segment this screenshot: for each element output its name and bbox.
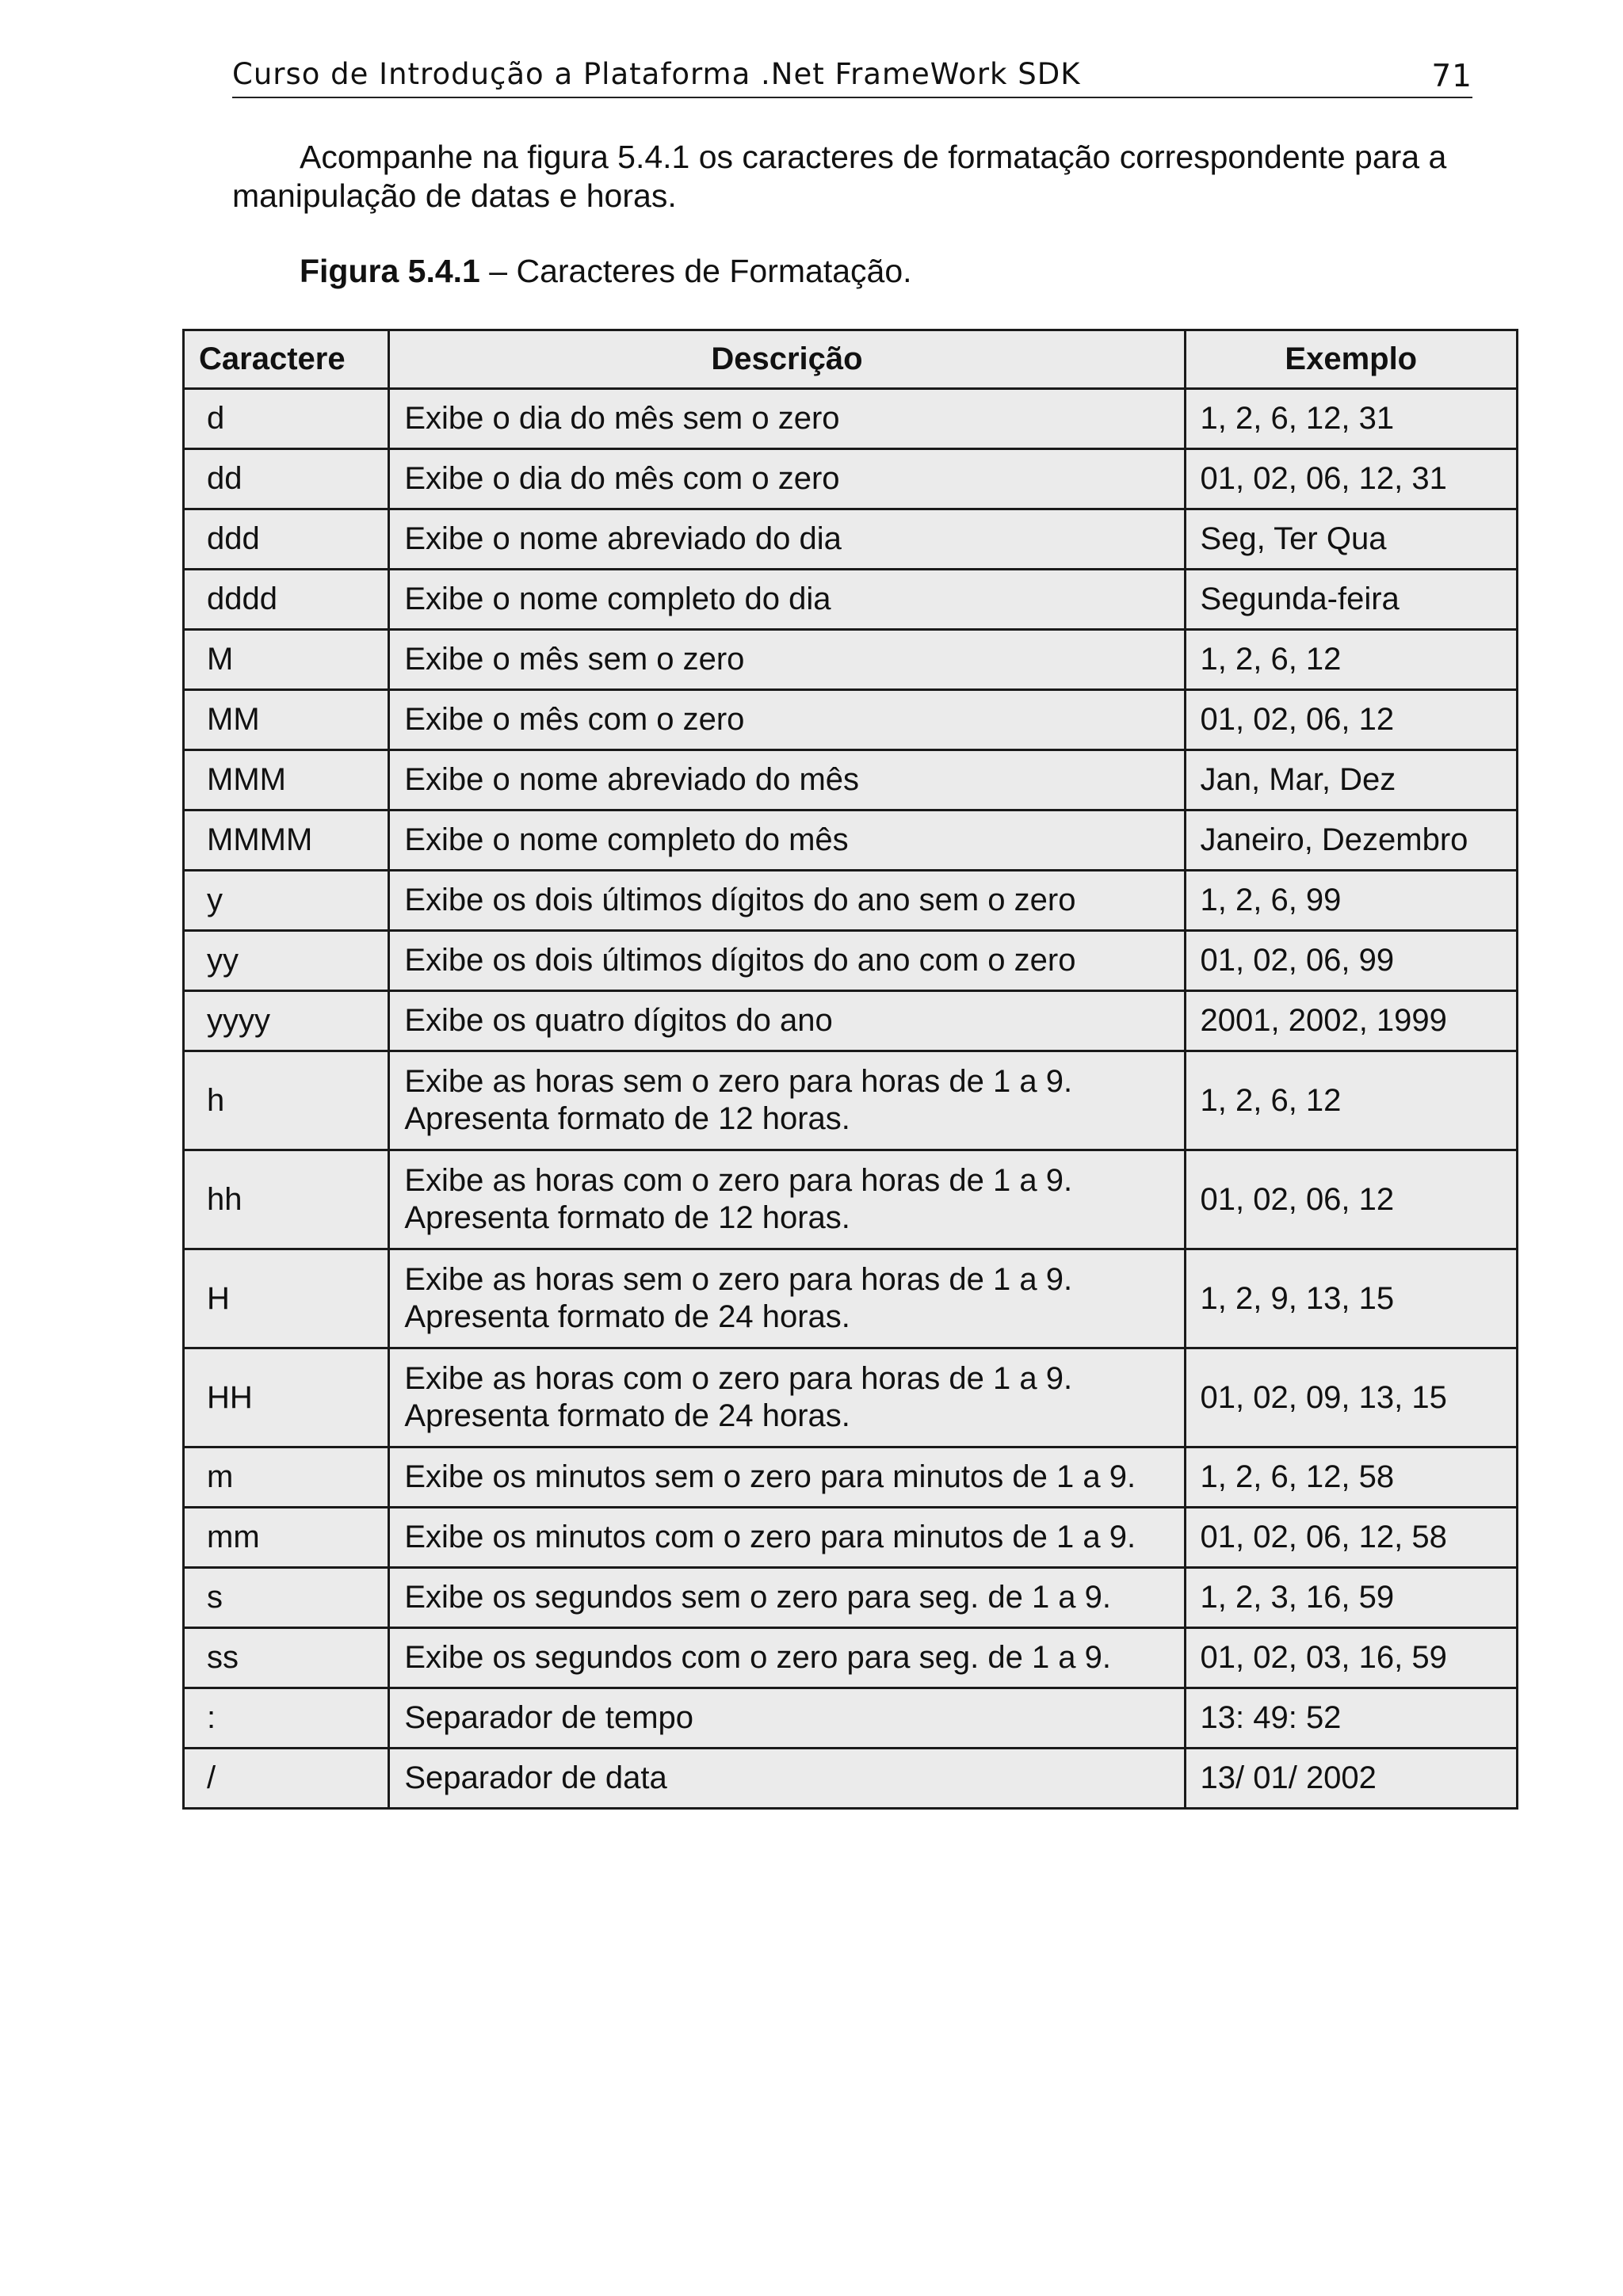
table-row (184, 389, 1518, 449)
cell-description (389, 570, 1185, 630)
cell-character: ss (184, 1628, 389, 1688)
figure-caption-text: – Caracteres de Formatação. (479, 253, 912, 289)
cell-example: 01, 02, 06, 12, 58 (1185, 1508, 1518, 1568)
page-header (232, 57, 1472, 98)
table-row (184, 1051, 1518, 1150)
cell-description (389, 1688, 1185, 1749)
description-line: Exibe os segundos com o zero para seg. de 1 a 9. (404, 1640, 1112, 1675)
description-line: Apresenta formato de 24 horas. (404, 1299, 850, 1334)
cell-description (389, 630, 1185, 690)
cell-character: yy (184, 931, 389, 991)
description-line: Exibe as horas sem o zero para horas de 1 a 9. (404, 1064, 1073, 1099)
description-line: Exibe os segundos sem o zero para seg. de 1 a 9. (404, 1580, 1112, 1615)
cell-character: dd (184, 449, 389, 509)
table-row (184, 1628, 1518, 1688)
cell-character: / (184, 1749, 389, 1809)
cell-description (389, 931, 1185, 991)
cell-character: ddd (184, 509, 389, 570)
cell-example: 1, 2, 6, 12, 31 (1185, 389, 1518, 449)
cell-description (389, 1150, 1185, 1249)
cell-example: Janeiro, Dezembro (1185, 810, 1518, 871)
cell-description (389, 1348, 1185, 1447)
cell-description (389, 1447, 1185, 1508)
cell-character: MMMM (184, 810, 389, 871)
description-line: Exibe os minutos sem o zero para minutos de 1 a 9. (404, 1459, 1136, 1494)
cell-example: Jan, Mar, Dez (1185, 750, 1518, 810)
cell-description (389, 991, 1185, 1051)
cell-description (389, 1749, 1185, 1809)
description-line: Exibe o nome completo do dia (404, 582, 831, 616)
cell-character: M (184, 630, 389, 690)
page-number: 71 (1431, 59, 1472, 94)
table-row (184, 1749, 1518, 1809)
cell-description (389, 1628, 1185, 1688)
description-line: Separador de tempo (404, 1700, 694, 1735)
table-row (184, 991, 1518, 1051)
course-title: Curso de Introdução a Plataforma .Net FrameWork SDK (232, 57, 1081, 91)
description-line: Exibe o dia do mês com o zero (404, 461, 840, 496)
description-line: Exibe os minutos com o zero para minutos de 1 a 9. (404, 1520, 1136, 1554)
cell-example: 13: 49: 52 (1185, 1688, 1518, 1749)
cell-example: 1, 2, 6, 12 (1185, 630, 1518, 690)
description-line: Apresenta formato de 12 horas. (404, 1200, 850, 1235)
table-body (184, 389, 1518, 1809)
description-line: Exibe o nome abreviado do mês (404, 762, 860, 797)
cell-example: 01, 02, 06, 99 (1185, 931, 1518, 991)
description-line: Exibe os dois últimos dígitos do ano sem o zero (404, 883, 1076, 917)
table-row (184, 1150, 1518, 1249)
description-line: Exibe os dois últimos dígitos do ano com o zero (404, 943, 1076, 978)
description-line: Exibe o nome abreviado do dia (404, 521, 842, 556)
cell-description (389, 389, 1185, 449)
table-row (184, 570, 1518, 630)
format-characters-table (182, 329, 1518, 1810)
cell-description (389, 871, 1185, 931)
table-header-row (184, 330, 1518, 389)
intro-paragraph: Acompanhe na figura 5.4.1 os caracteres de formatação correspondente para a manipulação de datas e horas. (232, 139, 1447, 214)
table-row (184, 449, 1518, 509)
column-header-example: Exemplo (1185, 330, 1518, 389)
cell-description (389, 1249, 1185, 1348)
cell-character: h (184, 1051, 389, 1150)
column-header-character: Caractere (184, 330, 389, 389)
description-line: Exibe o dia do mês sem o zero (404, 401, 840, 436)
table-row (184, 871, 1518, 931)
cell-character: : (184, 1688, 389, 1749)
cell-example: 01, 02, 09, 13, 15 (1185, 1348, 1518, 1447)
cell-character: hh (184, 1150, 389, 1249)
cell-character: m (184, 1447, 389, 1508)
table-row (184, 1447, 1518, 1508)
description-line: Exibe as horas com o zero para horas de 1 a 9. (404, 1163, 1073, 1198)
cell-character: HH (184, 1348, 389, 1447)
cell-example: 1, 2, 6, 12, 58 (1185, 1447, 1518, 1508)
cell-description (389, 1508, 1185, 1568)
description-line: Exibe as horas com o zero para horas de 1 a 9. (404, 1361, 1073, 1396)
description-line: Exibe o nome completo do mês (404, 822, 849, 857)
cell-example: 01, 02, 03, 16, 59 (1185, 1628, 1518, 1688)
table-row (184, 1508, 1518, 1568)
cell-description (389, 810, 1185, 871)
description-line: Exibe as horas sem o zero para horas de 1 a 9. (404, 1262, 1073, 1297)
description-line: Exibe os quatro dígitos do ano (404, 1003, 833, 1038)
cell-character: MM (184, 690, 389, 750)
cell-character: mm (184, 1508, 389, 1568)
cell-example: 01, 02, 06, 12, 31 (1185, 449, 1518, 509)
cell-character: yyyy (184, 991, 389, 1051)
cell-example: 13/ 01/ 2002 (1185, 1749, 1518, 1809)
cell-character: s (184, 1568, 389, 1628)
cell-example: Seg, Ter Qua (1185, 509, 1518, 570)
table-row (184, 750, 1518, 810)
table-row (184, 1688, 1518, 1749)
description-line: Exibe o mês com o zero (404, 702, 745, 737)
description-line: Apresenta formato de 12 horas. (404, 1101, 850, 1136)
cell-character: d (184, 389, 389, 449)
table-row (184, 1348, 1518, 1447)
figure-label: Figura 5.4.1 (300, 253, 480, 289)
cell-character: MMM (184, 750, 389, 810)
cell-description (389, 690, 1185, 750)
table-row (184, 931, 1518, 991)
cell-example: 1, 2, 6, 99 (1185, 871, 1518, 931)
cell-description (389, 1568, 1185, 1628)
table-row (184, 1568, 1518, 1628)
description-line: Apresenta formato de 24 horas. (404, 1398, 850, 1433)
description-line: Separador de data (404, 1760, 667, 1795)
cell-example: 1, 2, 9, 13, 15 (1185, 1249, 1518, 1348)
cell-character: H (184, 1249, 389, 1348)
description-line: Exibe o mês sem o zero (404, 642, 745, 677)
cell-description (389, 449, 1185, 509)
table-row (184, 690, 1518, 750)
cell-example: 1, 2, 6, 12 (1185, 1051, 1518, 1150)
cell-example: Segunda-feira (1185, 570, 1518, 630)
cell-description (389, 509, 1185, 570)
cell-example: 01, 02, 06, 12 (1185, 1150, 1518, 1249)
cell-example: 1, 2, 3, 16, 59 (1185, 1568, 1518, 1628)
table-row (184, 1249, 1518, 1348)
cell-character: y (184, 871, 389, 931)
cell-example: 01, 02, 06, 12 (1185, 690, 1518, 750)
column-header-description: Descrição (389, 330, 1185, 389)
cell-description (389, 750, 1185, 810)
table-row (184, 810, 1518, 871)
figure-caption (300, 253, 912, 290)
cell-description (389, 1051, 1185, 1150)
table-row (184, 509, 1518, 570)
cell-example: 2001, 2002, 1999 (1185, 991, 1518, 1051)
cell-character: dddd (184, 570, 389, 630)
table-row (184, 630, 1518, 690)
